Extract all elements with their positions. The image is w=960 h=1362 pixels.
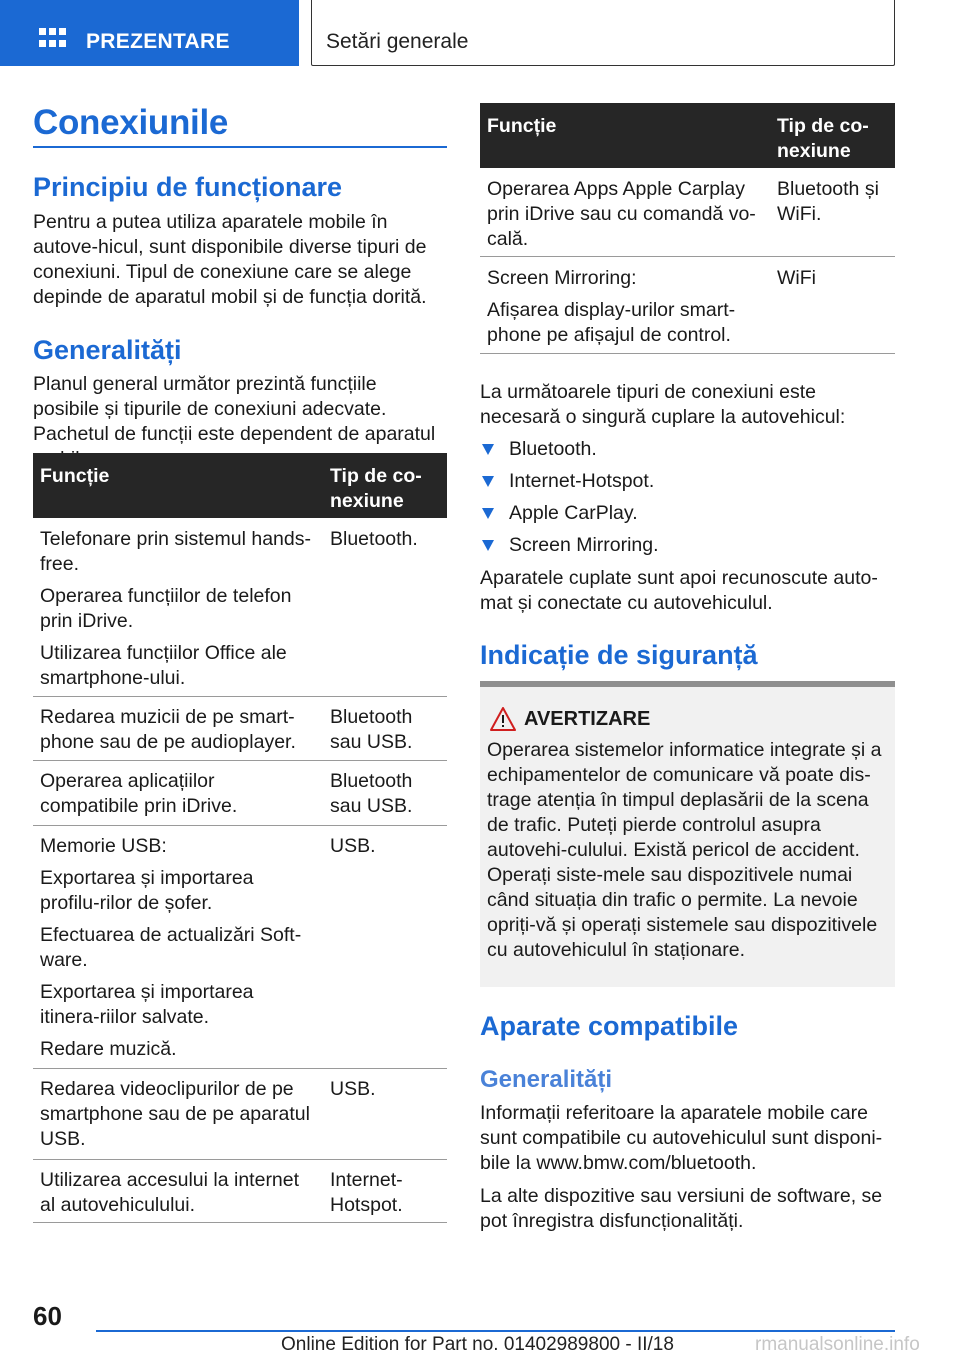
grid-menu-icon (39, 28, 67, 52)
row-function: Redarea videoclipurilor de pe smartphone sau de pe aparatul USB. (40, 1078, 310, 1150)
page-title: Conexiunile (33, 103, 229, 142)
title-rule (33, 146, 447, 148)
table-header-function: Funcție (40, 465, 110, 487)
row-function: Operarea aplicațiilor compatibile prin iDrive. (40, 770, 238, 817)
table-row (33, 826, 447, 1069)
warning-text: Operarea sistemelor informatice integrate și a echipamentelor de comunicare vă poate dis‐trage atenția în timpul deplasării de la scena de trafic. Puteți pierde controlul asupra autovehi‐culului. Există pericol de accident. Operați siste‐mele sau dispozitivele numai când situația din trafic o permite. La nevoie opriți-vă și operați sistemele sau dispozitivele cu autovehiculul în staționare. (487, 739, 882, 961)
row-function: Exportarea și importarea profilu‐rilor de șofer. (40, 867, 254, 914)
tab-section-general-settings[interactable] (311, 0, 895, 66)
row-function: Operarea funcțiilor de telefon prin iDrive. (40, 585, 292, 632)
safety-heading: Indicație de siguranță (480, 640, 758, 670)
table-row (33, 697, 447, 761)
tab-section-label: Setări generale (326, 30, 469, 53)
table-header (480, 103, 895, 168)
warning-title: AVERTIZARE (524, 708, 651, 730)
row-function: Afișarea display-urilor smart‐phone pe afișajul de control. (487, 299, 736, 346)
warning-bar (480, 681, 895, 687)
pairing-text: La următoarele tipuri de conexiuni este necesară o singură cuplare la autovehicul: (480, 381, 846, 428)
page-header (0, 0, 960, 66)
row-connection-type: USB. (330, 1078, 376, 1100)
table-row (33, 518, 447, 697)
table-header-type: Tip de co‐nexiune (777, 115, 869, 162)
row-function: Exportarea și importarea itinera‐riilor salvate. (40, 981, 254, 1028)
list-item-text: Screen Mirroring. (509, 534, 659, 556)
row-function: Memorie USB: (40, 835, 167, 857)
principle-text: Pentru a putea utiliza aparatele mobile în autove‐hicul, sunt disponibile diverse tipuri de conexiuni. Tipul de conexiune care se alege depinde de aparatul mobil și de funcția dorită. (33, 211, 427, 308)
bullet-triangle-icon (482, 540, 494, 551)
row-function: Redare muzică. (40, 1038, 177, 1060)
connection-list (480, 437, 895, 567)
tab-overview[interactable] (0, 0, 299, 66)
warning-box (480, 681, 895, 987)
table-header-type: Tip de co‐nexiune (330, 465, 422, 512)
after-list-text: Aparatele cuplate sunt apoi recunoscute auto‐mat și conectate cu autovehiculul. (480, 567, 878, 614)
list-item-text: Bluetooth. (509, 438, 597, 460)
page-number: 60 (33, 1301, 62, 1331)
bullet-triangle-icon (482, 444, 494, 455)
row-function: Utilizarea accesului la internet al autovehiculului. (40, 1169, 300, 1216)
general-text: Planul general următor prezintă funcțiile posibile și tipurile de conexiuni adecvate. Pachetul de funcții este dependent de aparatul (33, 373, 436, 445)
bullet-triangle-icon (482, 508, 494, 519)
row-connection-type: Internet-Hotspot. (330, 1169, 403, 1216)
table-row (480, 257, 895, 354)
tab-overview-label: PREZENTARE (86, 30, 230, 53)
row-function: Redarea muzicii de pe smart‐phone sau de pe audioplayer. (40, 706, 296, 753)
row-connection-type: Bluetooth sau USB. (330, 770, 413, 817)
row-function: Operarea Apps Apple Carplay prin iDrive sau cu comandă vo‐cală. (487, 178, 756, 250)
row-connection-type: Bluetooth și WiFi. (777, 178, 879, 225)
bullet-triangle-icon (482, 476, 494, 487)
row-connection-type: Bluetooth sau USB. (330, 706, 413, 753)
general-heading: Generalități (33, 335, 182, 365)
table-row (480, 168, 895, 257)
warning-triangle-icon (490, 707, 516, 731)
watermark: rmanualsonline.info (755, 1334, 920, 1355)
table-row (33, 761, 447, 826)
row-function: Telefonare prin sistemul hands‐free. (40, 528, 311, 575)
compatible-text-1: Informații referitoare la aparatele mobile care sunt compatibile cu autovehiculul sunt disponi‐bile la www.bmw.com/bluetooth. (480, 1102, 883, 1174)
list-item-text: Apple CarPlay. (509, 502, 638, 524)
row-function: Screen Mirroring: (487, 267, 637, 289)
row-connection-type: USB. (330, 835, 376, 857)
table-row (33, 1069, 447, 1160)
compatible-heading: Aparate compatibile (480, 1011, 739, 1041)
row-connection-type: WiFi (777, 267, 816, 289)
table-row (33, 1160, 447, 1223)
row-connection-type: Bluetooth. (330, 528, 418, 550)
principle-heading: Principiu de funcționare (33, 172, 343, 202)
row-function: Efectuarea de actualizări Soft‐ware. (40, 924, 302, 971)
table-header (33, 453, 447, 518)
compatible-subheading: Generalități (480, 1066, 613, 1093)
compatible-text-2: La alte dispozitive sau versiuni de software, se pot înregistra disfuncționalități. (480, 1185, 883, 1232)
list-item-text: Internet-Hotspot. (509, 470, 655, 492)
table-header-function: Funcție (487, 115, 557, 137)
row-function: Utilizarea funcțiilor Office ale smartphone-ului. (40, 642, 287, 689)
footer-edition: Online Edition for Part no. 01402989800 - II/18 (281, 1334, 674, 1355)
footer-rule (96, 1330, 895, 1332)
